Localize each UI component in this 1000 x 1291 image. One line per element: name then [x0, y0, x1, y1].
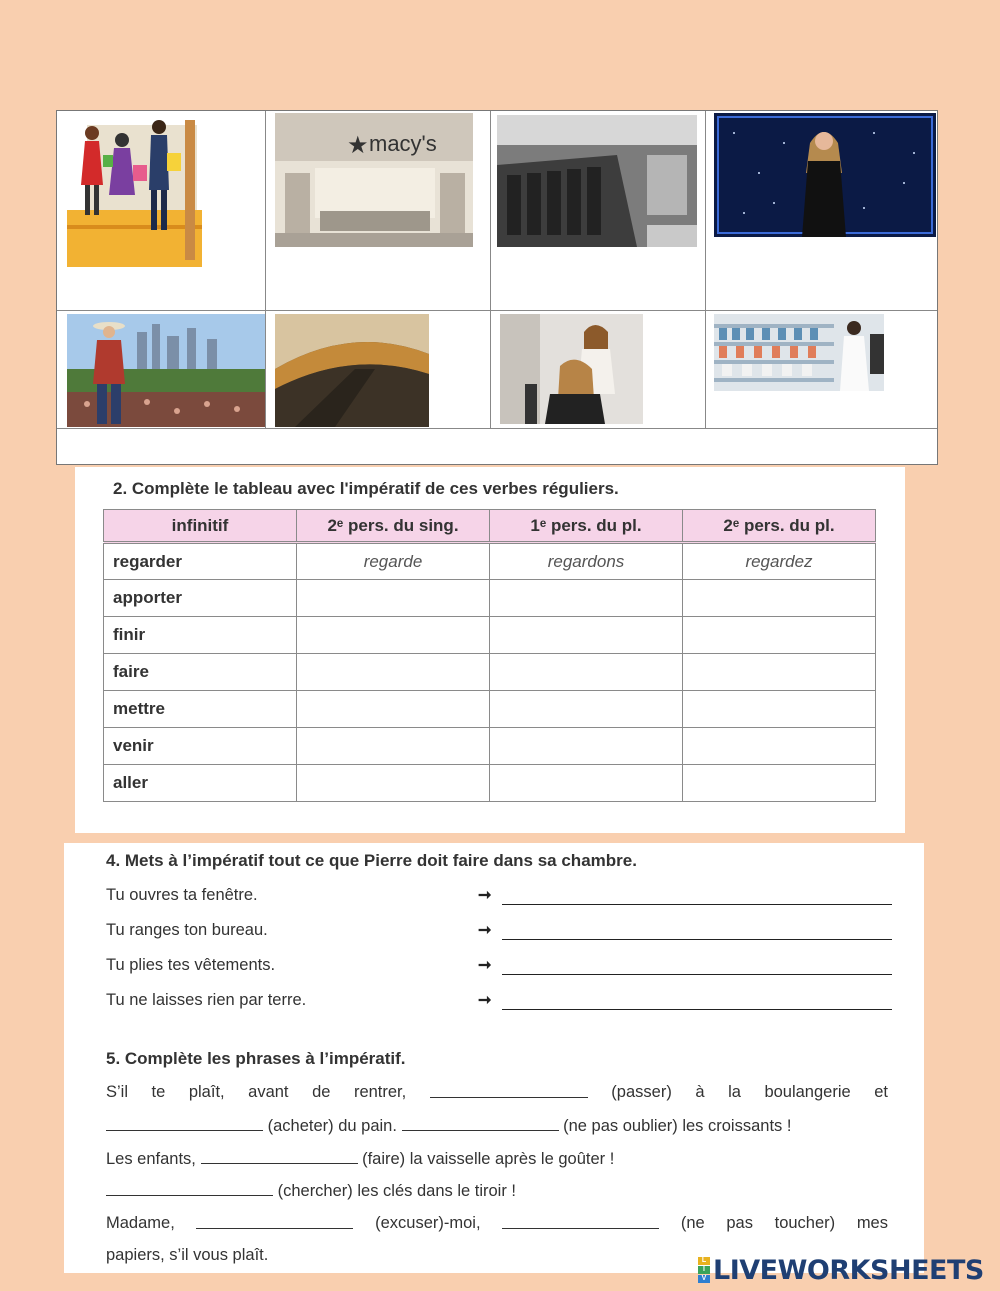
- liveworksheets-logo-icon: [698, 1257, 710, 1283]
- exercise-4-sentence: Tu ne laisses rien par terre.: [106, 991, 307, 1009]
- exercise-5-line: [106, 1116, 791, 1136]
- table-row: [104, 728, 876, 765]
- logo-badge-letter: L: [698, 1257, 710, 1265]
- metro-station-photo: [275, 314, 429, 427]
- answer-cell[interactable]: [490, 580, 683, 617]
- answer-blank[interactable]: [106, 1116, 263, 1131]
- answer-cell[interactable]: [683, 691, 876, 728]
- singer-concert-photo: [714, 113, 936, 237]
- arrow-icon: ➞: [478, 957, 492, 974]
- answer-cell[interactable]: [297, 728, 490, 765]
- word: la: [728, 1083, 741, 1101]
- answer-cell[interactable]: [490, 691, 683, 728]
- infinitive-cell: faire: [104, 654, 297, 691]
- answer-blank[interactable]: [402, 1116, 559, 1131]
- answer-cell[interactable]: [490, 654, 683, 691]
- word: (passer): [611, 1083, 672, 1101]
- section-4-title: 4. Mets à l’impératif tout ce que Pierre doit faire dans sa chambre.: [106, 851, 637, 870]
- exercise-4-sentence: Tu ouvres ta fenêtre.: [106, 886, 258, 904]
- answer-blank[interactable]: [201, 1149, 358, 1164]
- answer-cell[interactable]: [490, 617, 683, 654]
- prompt-text: (faire) la vaisselle après le goûter !: [362, 1150, 615, 1168]
- word: Madame,: [106, 1214, 175, 1232]
- word: (ne: [680, 1214, 705, 1232]
- word: plaît,: [188, 1083, 225, 1101]
- gym-photo: [497, 115, 697, 247]
- verb-conjugation-table: [103, 509, 876, 802]
- answer-line[interactable]: [502, 904, 892, 905]
- answer-cell[interactable]: [683, 765, 876, 802]
- answer-line[interactable]: [502, 974, 892, 975]
- macys-store-photo: [275, 113, 473, 247]
- section-2: [75, 467, 905, 833]
- answer-blank[interactable]: [196, 1214, 353, 1229]
- macys-sign-text: macy's: [369, 131, 437, 156]
- exercise-5-line: papiers, s’il vous plaît.: [106, 1246, 269, 1264]
- prompt-text: (chercher) les clés dans le tiroir !: [277, 1182, 517, 1200]
- answer-cell[interactable]: [490, 728, 683, 765]
- answer-cell[interactable]: [297, 765, 490, 802]
- exercise-4-sentence: Tu ranges ton bureau.: [106, 921, 268, 939]
- hair-salon-photo: [500, 314, 643, 424]
- infinitive-cell: aller: [104, 765, 297, 802]
- infinitive-cell: finir: [104, 617, 297, 654]
- logo-text: LIVEWORKSHEETS: [713, 1254, 984, 1286]
- arrow-icon: ➞: [478, 922, 492, 939]
- exercise-4-sentence: Tu plies tes vêtements.: [106, 956, 276, 974]
- word: de: [312, 1083, 331, 1101]
- word: toucher): [774, 1214, 836, 1232]
- answer-cell[interactable]: [297, 617, 490, 654]
- word: te: [151, 1083, 166, 1101]
- cowboy-statue-fair-photo: [67, 314, 265, 427]
- prompt-text: (ne pas oublier) les croissants !: [563, 1117, 792, 1135]
- word: avant: [248, 1083, 289, 1101]
- table-row: [104, 543, 876, 580]
- prompt-text: Les enfants,: [106, 1150, 196, 1168]
- answer-cell[interactable]: [683, 654, 876, 691]
- word: S’il: [106, 1083, 129, 1101]
- answer-cell[interactable]: regardez: [683, 543, 876, 580]
- answer-line[interactable]: [502, 939, 892, 940]
- word: boulangerie: [764, 1083, 851, 1101]
- shopping-people-illustration: [67, 115, 202, 267]
- infinitive-cell: regarder: [104, 543, 297, 580]
- infinitive-cell: venir: [104, 728, 297, 765]
- answer-line[interactable]: [502, 1009, 892, 1010]
- answer-cell[interactable]: [297, 654, 490, 691]
- word: à: [695, 1083, 705, 1101]
- exercise-5-line: [106, 1149, 614, 1169]
- answer-cell[interactable]: [297, 691, 490, 728]
- word: pas: [726, 1214, 753, 1232]
- word: (excuser)-moi,: [375, 1214, 481, 1232]
- answer-cell[interactable]: [297, 580, 490, 617]
- answer-cell[interactable]: [683, 617, 876, 654]
- infinitive-cell: apporter: [104, 580, 297, 617]
- photo-grid: [56, 110, 938, 465]
- pharmacy-photo: [714, 314, 884, 391]
- table-header-row: [104, 510, 876, 543]
- exercise-5-line: [106, 1083, 888, 1102]
- header-1-pl: 1ᵉ pers. du pl.: [490, 510, 683, 543]
- table-row: [104, 765, 876, 802]
- table-row: [104, 654, 876, 691]
- word: rentrer,: [353, 1083, 407, 1101]
- arrow-icon: ➞: [478, 992, 492, 1009]
- infinitive-cell: mettre: [104, 691, 297, 728]
- answer-blank[interactable]: [430, 1083, 588, 1098]
- answer-cell[interactable]: regardons: [490, 543, 683, 580]
- table-row: [104, 580, 876, 617]
- answer-cell[interactable]: [683, 580, 876, 617]
- section-4-5: [64, 843, 924, 1273]
- answer-cell[interactable]: [490, 765, 683, 802]
- section-2-title: 2. Complète le tableau avec l'impératif de ces verbes réguliers.: [113, 479, 619, 498]
- liveworksheets-logo[interactable]: [698, 1253, 984, 1287]
- logo-badge-letter: V: [698, 1275, 710, 1283]
- table-row: [104, 691, 876, 728]
- prompt-text: (acheter) du pain.: [267, 1117, 397, 1135]
- answer-blank[interactable]: [106, 1181, 273, 1196]
- exercise-5-line: [106, 1181, 516, 1201]
- answer-cell[interactable]: [683, 728, 876, 765]
- logo-badge-letter: I: [698, 1266, 710, 1274]
- word: et: [874, 1083, 888, 1101]
- answer-cell[interactable]: regarde: [297, 543, 490, 580]
- arrow-icon: ➞: [478, 887, 492, 904]
- answer-blank[interactable]: [502, 1214, 659, 1229]
- header-2-pl: 2ᵉ pers. du pl.: [683, 510, 876, 543]
- section-5-title: 5. Complète les phrases à l’impératif.: [106, 1049, 406, 1068]
- header-infinitif: infinitif: [104, 510, 297, 543]
- table-row: [104, 617, 876, 654]
- header-2-sing: 2ᵉ pers. du sing.: [297, 510, 490, 543]
- svg-text:★: ★: [347, 133, 369, 159]
- exercise-5-line: [106, 1214, 888, 1233]
- word: mes: [856, 1214, 888, 1232]
